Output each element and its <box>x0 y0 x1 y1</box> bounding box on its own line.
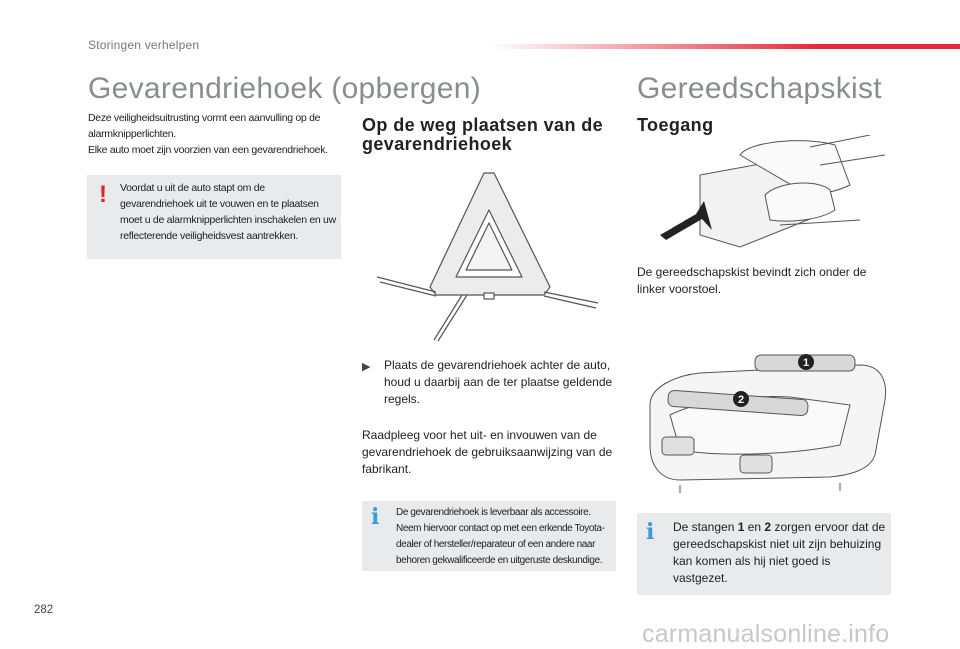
exclamation-icon: ! <box>99 181 107 208</box>
toolbox-location-text: De gereedschapskist bevindt zich onder de linker voorstoel. <box>637 265 867 296</box>
page-number: 282 <box>34 604 54 616</box>
bar-number-2: 2 <box>764 520 772 534</box>
heading-place-triangle: Op de weg plaatsen van de gevarendriehoek <box>362 115 604 154</box>
bar-number-1: 1 <box>737 520 745 534</box>
callout-1: 1 <box>802 357 810 369</box>
arrow-bullet-icon: ▶ <box>362 361 371 373</box>
heading-toolbox: Gereedschapskist <box>637 72 882 105</box>
bars-info-text: De stangen 1 en 2 zorgen ervoor dat de gereedschapskist niet uit zijn behuizing kan komen als hij niet goed is vastgezet. <box>673 520 886 585</box>
warning-triangle-illustration <box>372 165 602 345</box>
callout-2: 2 <box>737 394 745 406</box>
heading-warning-triangle: Gevarendriehoek (opbergen) <box>88 72 482 105</box>
toolbox-bars-illustration <box>640 345 890 495</box>
warning-text: Voordat u uit de auto stapt om de gevarendriehoek uit te vouwen en te plaatsen moet u de alarmknipperlichten inschakelen en uw reflecterende veiligheidsvest aantrekken. <box>120 182 336 242</box>
consult-text: Raadpleeg voor het uit- en invouwen van de gevarendriehoek de gebruiksaanwijzing van de fabrikant. <box>362 428 613 476</box>
header-accent-bar <box>490 44 960 49</box>
info-icon: i <box>646 519 655 545</box>
section-title: Storingen verhelpen <box>88 38 200 52</box>
info-icon: i <box>371 504 380 530</box>
bullet-instruction: Plaats de gevarendriehoek achter de auto, houd u daarbij aan de ter plaatse geldende regels. <box>384 358 613 406</box>
watermark: carmanualsonline.info <box>642 620 890 648</box>
accessory-info-text: De gevarendriehoek is leverbaar als accessoire. Neem hiervoor contact op met een erkende Toyota-dealer of hersteller/reparateur of een andere naar behoren gekwalificeerde en uitgeruste deskundige. <box>396 507 605 566</box>
intro-text: Deze veiligheidsuitrusting vormt een aanvulling op de alarmknipperlichten. Elke auto moet zijn voorzien van een gevarendriehoek. <box>88 112 328 156</box>
subheading-access: Toegang <box>637 115 714 135</box>
seat-toolbox-illustration <box>660 135 890 255</box>
